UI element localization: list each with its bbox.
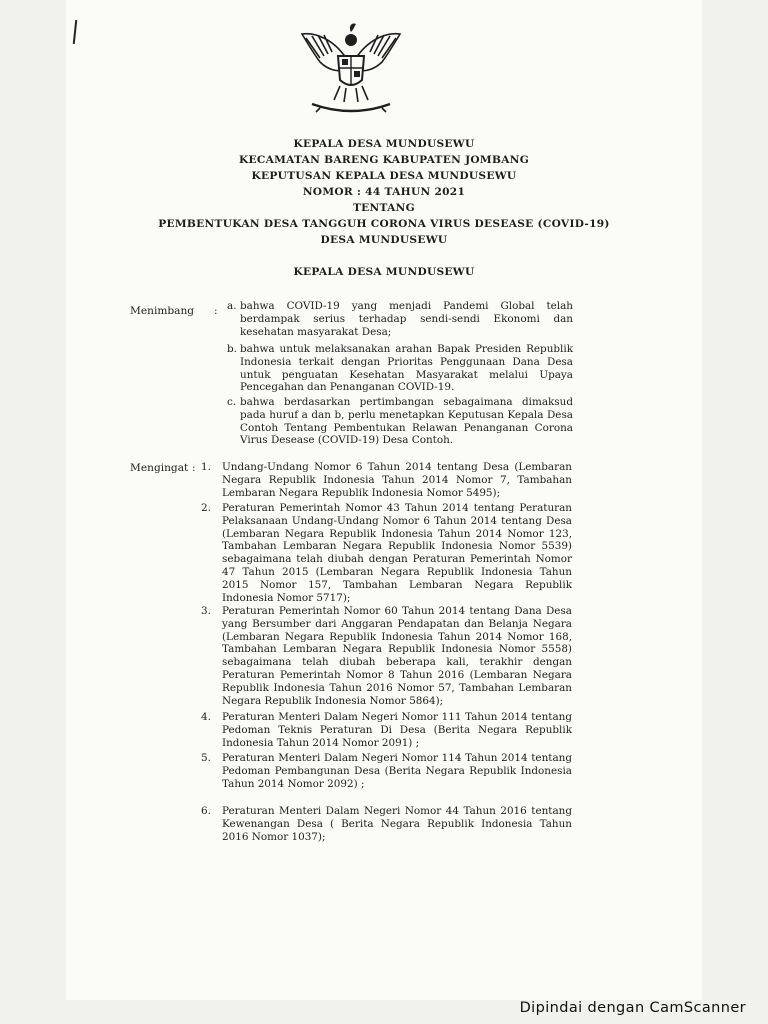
mengingat-item-1: Undang-Undang Nomor 6 Tahun 2014 tentang Desa (Lembaran Negara Republik Indonesia Tahun 2014 Nomor 7, Tambahan Lembaran Negara Republik Indonesia Nomor 5495); bbox=[222, 461, 572, 499]
mengingat-item-3: Peraturan Pemerintah Nomor 60 Tahun 2014 tentang Dana Desa yang Bersumber dari Anggaran Pendapatan dan Belanja Negara (Lembaran Negara Republik Indonesia Tahun 2014 Nomor 168, Tambahan Lembaran Negara Republik Indonesia Nomor 5558) sebagaimana telah diubah beberapa kali, terakhir dengan Peraturan Pemerintah Nomor 8 Tahun 2016 (Lembaran Negara Republik Indonesia Tahun 2016 Nomor 57, Tambahan Lembaran Negara Republik Indonesia Nomor 5864); bbox=[222, 605, 572, 707]
header-signatory: KEPALA DESA MUNDUSEWU bbox=[293, 266, 475, 278]
header-decree: KEPUTUSAN KEPALA DESA MUNDUSEWU bbox=[251, 170, 517, 182]
header-number: NOMOR : 44 TAHUN 2021 bbox=[302, 186, 466, 198]
mengingat-item-6: Peraturan Menteri Dalam Negeri Nomor 44 Tahun 2016 tentang Kewenangan Desa ( Berita Negara Republik Indonesia Tahun 2016 Nomor 1037); bbox=[222, 805, 572, 843]
menimbang-item-b: bahwa untuk melaksanakan arahan Bapak Presiden Republik Indonesia terkait dengan Prioritas Penggunaan Dana Desa untuk penguatan Kesehatan Masyarakat melalui Upaya Pencegahan dan Penanganan COVID-19. bbox=[240, 343, 573, 394]
header-subject: PEMBENTUKAN DESA TANGGUH CORONA VIRUS DESEASE (COVID-19) bbox=[158, 218, 610, 230]
menimbang-marker-b: b. bbox=[227, 343, 237, 355]
mengingat-marker-6: 6. bbox=[201, 805, 211, 817]
mengingat-item-5: Peraturan Menteri Dalam Negeri Nomor 114 Tahun 2014 tentang Pedoman Pembangunan Desa (Berita Negara Republik Indonesia Tahun 2014 Nomor 2092) ; bbox=[222, 752, 572, 790]
header-about: TENTANG bbox=[353, 202, 415, 214]
mengingat-label: Mengingat bbox=[130, 462, 189, 474]
mengingat-marker-2: 2. bbox=[201, 502, 211, 514]
document-page bbox=[66, 0, 702, 1000]
mengingat-colon: : bbox=[192, 462, 196, 474]
header-title: KEPALA DESA MUNDUSEWU bbox=[293, 138, 475, 150]
mengingat-item-4: Peraturan Menteri Dalam Negeri Nomor 111 Tahun 2014 tentang Pedoman Teknis Peraturan Di Desa (Berita Negara Republik Indonesia Tahun 2014 Nomor 2091) ; bbox=[222, 711, 572, 749]
menimbang-marker-a: a. bbox=[227, 300, 237, 312]
header-village: DESA MUNDUSEWU bbox=[320, 234, 448, 246]
mengingat-marker-1: 1. bbox=[201, 461, 211, 473]
mengingat-marker-5: 5. bbox=[201, 752, 211, 764]
menimbang-item-c: bahwa berdasarkan pertimbangan sebagaimana dimaksud pada huruf a dan b, perlu menetapkan Keputusan Kepala Desa Contoh Tentang Pembentukan Relawan Penanganan Corona Virus Desease (COVID-19) Desa Contoh. bbox=[240, 396, 573, 447]
menimbang-item-a: bahwa COVID-19 yang menjadi Pandemi Global telah berdampak serius terhadap sendi-sendi Ekonomi dan kesehatan masyarakat Desa; bbox=[240, 300, 573, 338]
mengingat-marker-3: 3. bbox=[201, 605, 211, 617]
mengingat-marker-4: 4. bbox=[201, 711, 211, 723]
menimbang-colon: : bbox=[214, 305, 218, 317]
header-district: KECAMATAN BARENG KABUPATEN JOMBANG bbox=[238, 154, 530, 166]
scanner-watermark: Dipindai dengan CamScanner bbox=[519, 1000, 746, 1016]
menimbang-marker-c: c. bbox=[227, 396, 237, 408]
garuda-emblem-icon bbox=[294, 14, 408, 118]
menimbang-label: Menimbang bbox=[130, 305, 195, 317]
mengingat-item-2: Peraturan Pemerintah Nomor 43 Tahun 2014 tentang Peraturan Pelaksanaan Undang-Undang Nomor 6 Tahun 2014 tentang Desa (Lembaran Negara Republik Indonesia Tahun 2014 Nomor 123, Tambahan Lembaran Negara Republik Indonesia Nomor 5539) sebagaimana telah diubah dengan Peraturan Pemerintah Nomor 47 Tahun 2015 (Lembaran Negara Republik Indonesia Tahun 2015 Nomor 157, Tambahan Lembaran Negara Republik Indonesia Nomor 5717); bbox=[222, 502, 572, 604]
